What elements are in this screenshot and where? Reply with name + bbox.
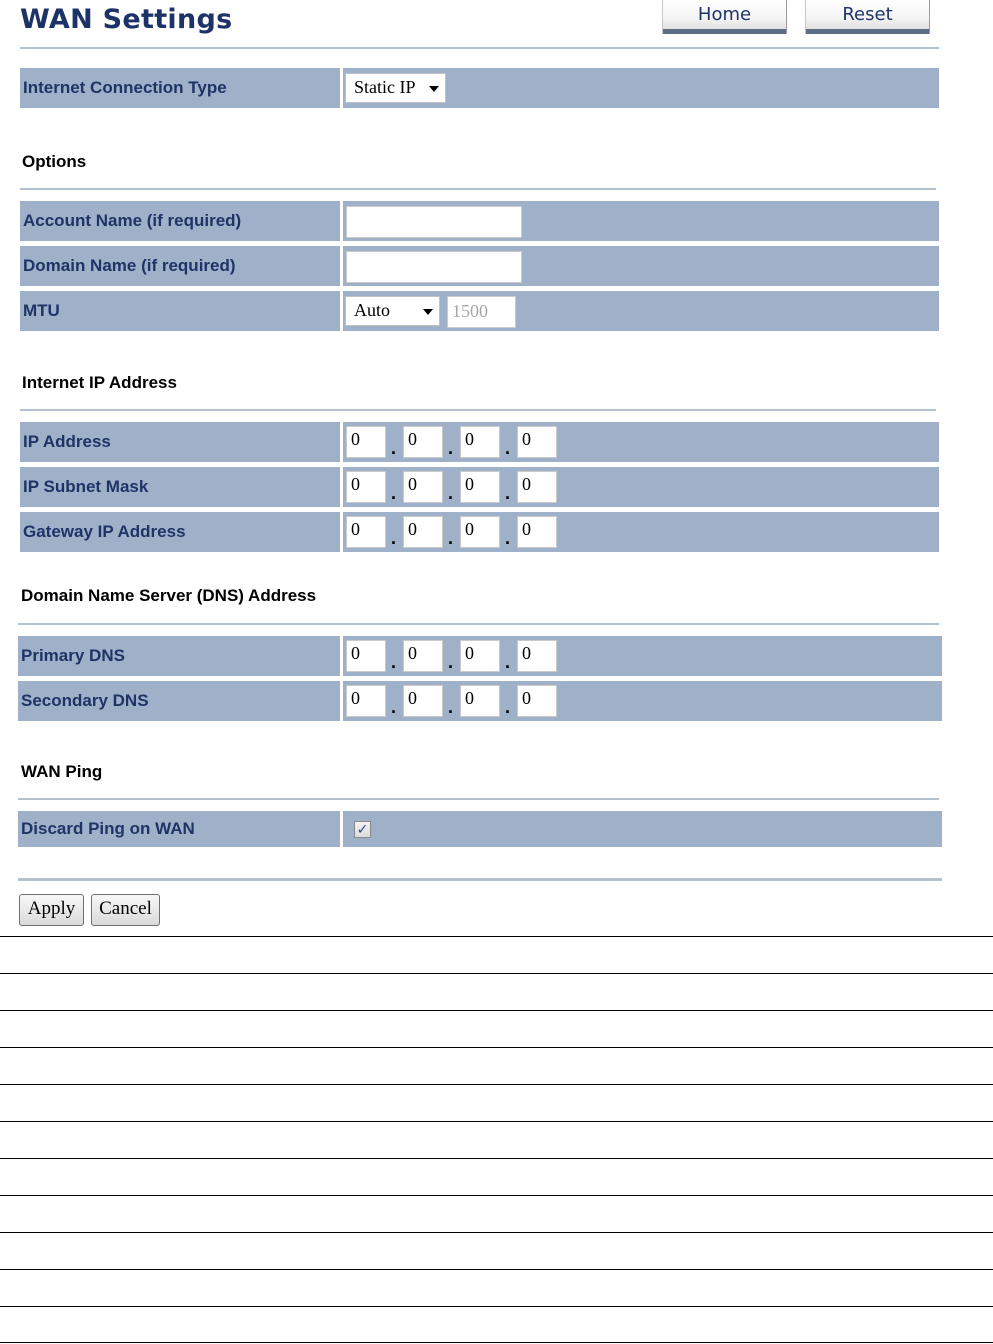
dns-heading: Domain Name Server (DNS) Address [21,586,317,605]
ruled-line [0,1084,993,1085]
ruled-line [0,1232,993,1233]
apply-button[interactable]: Apply [19,894,84,926]
footer-divider [18,878,942,881]
discard-ping-row [18,811,942,847]
ip-octet-1-input[interactable]: 0 [346,426,386,458]
primary-dns-octet-4-input[interactable]: 0 [517,640,557,672]
secondary-dns-label: Secondary DNS [21,691,149,710]
connection-type-select[interactable] [345,73,446,103]
gateway-octet-4-input[interactable]: 0 [517,516,557,548]
ruled-line [0,973,993,974]
gateway-octet-1-input[interactable]: 0 [346,516,386,548]
discard-ping-checkbox[interactable] [354,821,371,838]
primary-dns-octet-3-input[interactable]: 0 [460,640,500,672]
mask-octet-1-input[interactable]: 0 [346,471,386,503]
octet-separator: . [448,652,454,672]
domain-name-input[interactable] [346,251,522,283]
header-divider [20,47,939,49]
internet-ip-divider [20,409,936,411]
chevron-down-icon [423,309,433,315]
ruled-line [0,1010,993,1011]
ruled-line [0,1047,993,1048]
ruled-line [0,1158,993,1159]
mtu-mode-value: Auto [354,300,390,320]
domain-name-label: Domain Name (if required) [23,256,236,275]
primary-dns-row [18,636,942,676]
primary-dns-octet-1-input[interactable]: 0 [346,640,386,672]
ruled-line [0,1342,993,1343]
connection-type-label: Internet Connection Type [23,78,227,97]
octet-separator: . [505,528,511,548]
subnet-mask-row [20,467,939,507]
secondary-dns-octet-1-input[interactable]: 0 [346,685,386,717]
account-name-row [20,201,939,241]
domain-name-row [20,246,939,286]
ip-octet-3-input[interactable]: 0 [460,426,500,458]
ruled-line [0,1306,993,1307]
mask-octet-3-input[interactable]: 0 [460,471,500,503]
gateway-label: Gateway IP Address [23,522,186,541]
mask-octet-2-input[interactable]: 0 [403,471,443,503]
options-heading: Options [22,152,87,171]
mtu-label: MTU [23,301,60,320]
octet-separator: . [391,652,397,672]
connection-type-row [20,68,939,108]
gateway-octet-3-input[interactable]: 0 [460,516,500,548]
internet-ip-heading: Internet IP Address [22,373,177,392]
octet-separator: . [391,528,397,548]
octet-separator: . [448,438,454,458]
subnet-mask-label: IP Subnet Mask [23,477,149,496]
ruled-line [0,936,993,937]
octet-separator: . [448,697,454,717]
home-button[interactable]: Home [662,0,787,34]
secondary-dns-octet-3-input[interactable]: 0 [460,685,500,717]
wan-ping-divider [18,798,939,800]
octet-separator: . [391,697,397,717]
cancel-button[interactable]: Cancel [91,894,160,926]
reset-button[interactable]: Reset [805,0,930,34]
octet-separator: . [448,483,454,503]
ip-octet-4-input[interactable]: 0 [517,426,557,458]
octet-separator: . [505,483,511,503]
discard-ping-label: Discard Ping on WAN [21,819,195,838]
checkmark-icon: ✓ [356,821,369,837]
account-name-label: Account Name (if required) [23,211,242,230]
primary-dns-label: Primary DNS [21,646,125,665]
octet-separator: . [391,483,397,503]
wan-ping-heading: WAN Ping [21,762,103,781]
gateway-octet-2-input[interactable]: 0 [403,516,443,548]
secondary-dns-octet-2-input[interactable]: 0 [403,685,443,717]
dns-divider [18,623,939,625]
ruled-line [0,1121,993,1122]
chevron-down-icon [429,86,439,92]
octet-separator: . [448,528,454,548]
account-name-input[interactable] [346,206,522,238]
options-divider [20,188,936,190]
octet-separator: . [505,652,511,672]
mask-octet-4-input[interactable]: 0 [517,471,557,503]
ip-address-label: IP Address [23,432,111,451]
ip-address-row [20,422,939,462]
mtu-value-input: 1500 [447,296,516,328]
mtu-row [20,291,939,331]
mtu-mode-select[interactable] [345,296,440,326]
ip-octet-2-input[interactable]: 0 [403,426,443,458]
octet-separator: . [505,697,511,717]
octet-separator: . [505,438,511,458]
octet-separator: . [391,438,397,458]
page-title: WAN Settings [20,4,233,35]
primary-dns-octet-2-input[interactable]: 0 [403,640,443,672]
secondary-dns-row [18,681,942,721]
ruled-line [0,1269,993,1270]
secondary-dns-octet-4-input[interactable]: 0 [517,685,557,717]
gateway-row [20,512,939,552]
connection-type-value: Static IP [354,77,416,97]
ruled-line [0,1195,993,1196]
